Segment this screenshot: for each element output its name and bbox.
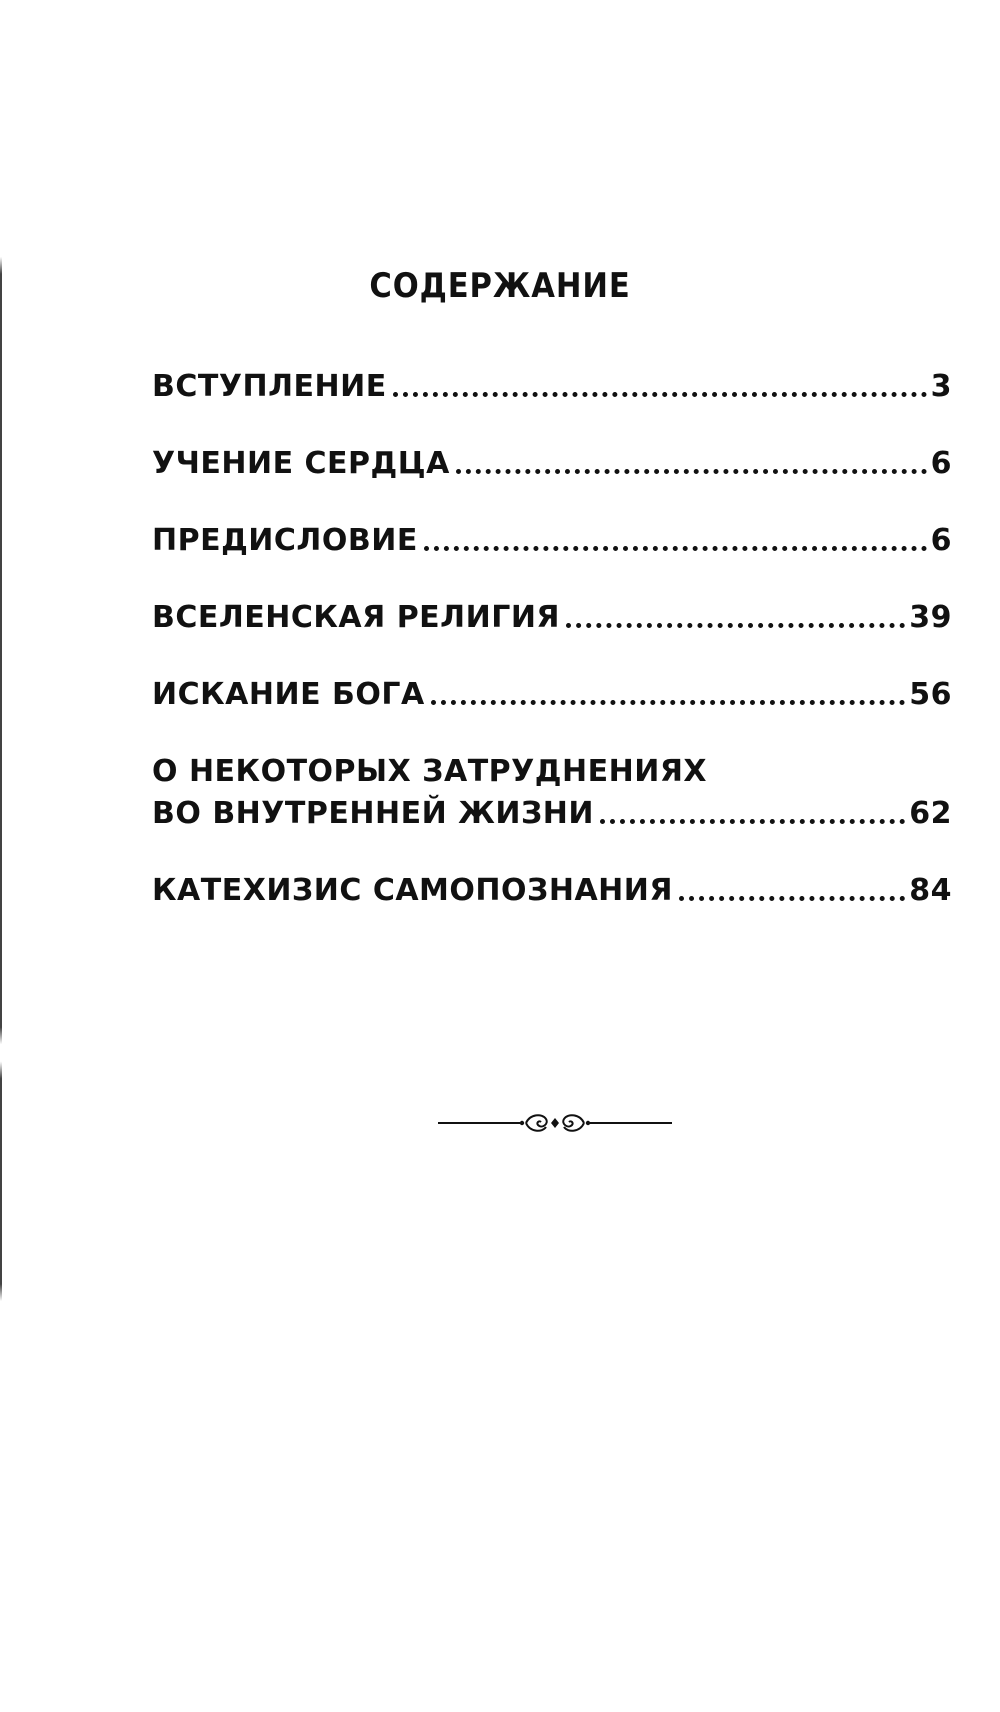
toc-entry-title: ПРЕДИСЛОВИЕ — [152, 523, 418, 558]
toc-entry-title: ВСТУПЛЕНИЕ — [152, 369, 387, 404]
toc-entry-page: 56 — [909, 677, 952, 712]
table-of-contents — [152, 368, 952, 949]
toc-entry-title: УЧЕНИЕ СЕРДЦА — [152, 446, 450, 481]
toc-entry[interactable] — [152, 368, 952, 406]
toc-entry-title: ВСЕЛЕНСКАЯ РЕЛИГИЯ — [152, 600, 561, 635]
toc-entry-page: 6 — [930, 446, 952, 481]
leader-dots — [566, 623, 905, 628]
toc-entry-page: 39 — [909, 600, 952, 635]
toc-entry-title: ИСКАНИЕ БОГА — [152, 677, 425, 712]
toc-entry[interactable] — [152, 445, 952, 483]
toc-entry-title-line2: ВО ВНУТРЕННЕЙ ЖИЗНИ — [152, 796, 594, 831]
leader-dots — [424, 546, 927, 551]
toc-entry[interactable] — [152, 676, 952, 714]
flourish-divider-icon — [438, 1108, 672, 1138]
toc-entry-title: КАТЕХИЗИС САМОПОЗНАНИЯ — [152, 873, 673, 908]
toc-entry[interactable] — [152, 753, 952, 833]
page-title: СОДЕРЖАНИЕ — [369, 266, 631, 306]
leader-dots — [600, 819, 905, 824]
toc-entry-page: 6 — [930, 523, 952, 558]
toc-entry-page: 3 — [930, 369, 952, 404]
toc-entry-page: 62 — [909, 796, 952, 831]
toc-entry-title-line1: О НЕКОТОРЫХ ЗАТРУДНЕНИЯХ — [152, 754, 708, 789]
toc-entry[interactable] — [152, 522, 952, 560]
leader-dots — [393, 392, 927, 397]
toc-entry[interactable] — [152, 872, 952, 910]
toc-entry-page: 84 — [909, 873, 952, 908]
toc-entry-line2 — [152, 795, 952, 833]
leader-dots — [679, 896, 905, 901]
leader-dots — [456, 469, 927, 474]
toc-entry[interactable] — [152, 599, 952, 637]
scan-edge — [0, 0, 2, 1712]
leader-dots — [431, 700, 906, 705]
